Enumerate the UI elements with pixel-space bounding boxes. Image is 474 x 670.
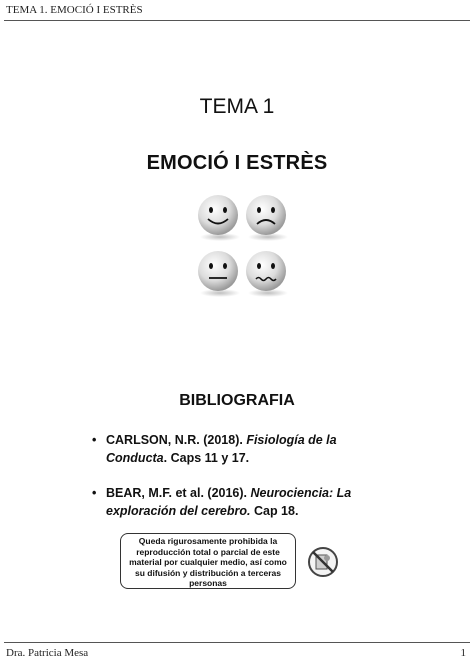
slide-title: TEMA 1 — [199, 95, 275, 118]
reference-authors: BEAR, M.F. et al. (2016). — [106, 486, 251, 500]
bullet: • — [92, 433, 97, 447]
reference-item — [92, 484, 366, 520]
page-number: 1 — [460, 647, 466, 659]
reference-details: Cap 18. — [250, 504, 299, 518]
neutral-face-icon — [198, 251, 240, 297]
footer-rule — [4, 642, 470, 643]
copyright-notice: Queda rigurosamente prohibida la reproducción total o parcial de este material por cualquier medio, así como su difusión y distribución a terceras personas — [120, 533, 296, 589]
footer-author: Dra. Patricia Mesa — [6, 647, 89, 659]
reference-details: . Caps 11 y 17. — [163, 451, 250, 465]
happy-face-icon — [198, 195, 240, 241]
reference-authors: CARLSON, N.R. (2018). — [106, 433, 247, 447]
reference-item — [92, 431, 366, 467]
anxious-face-icon — [246, 251, 288, 297]
no-copy-icon — [306, 545, 340, 579]
bullet: • — [92, 486, 97, 500]
reference-title: Neurociencia: La exploración del cerebro. — [106, 486, 352, 518]
reference-title: Fisiología de la Conducta — [106, 433, 337, 465]
sad-face-icon — [246, 195, 288, 241]
bibliography-title: BIBLIOGRAFIA — [179, 392, 295, 409]
slide-subtitle: EMOCIÓ I ESTRÈS — [146, 152, 328, 174]
page-header: TEMA 1. EMOCIÓ I ESTRÈS — [6, 4, 143, 16]
header-rule — [4, 20, 470, 21]
